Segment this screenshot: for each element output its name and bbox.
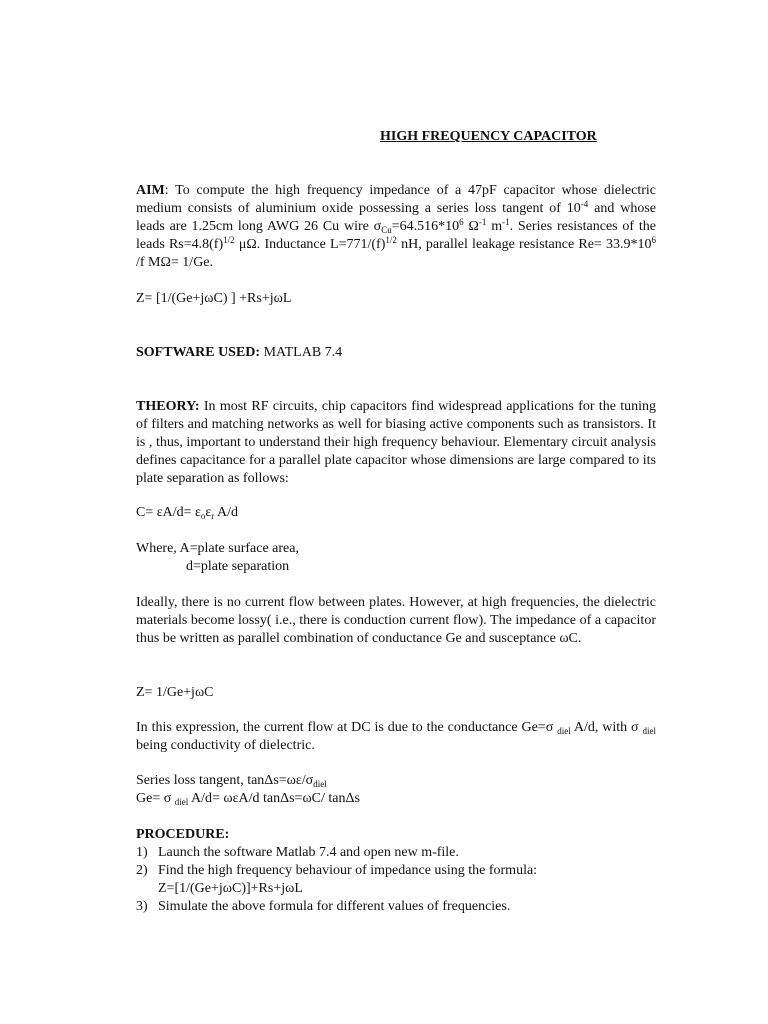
aim-paragraph: AIM: To compute the high frequency impedance of a 47pF capacitor whose dielectric medium consists of aluminium oxide possessing a series loss tangent of $10^{-4}$ and whose leads are 1.25cm long AWG 26 Cu wire $\sigma_{Cu}=64.516*10^6$ $\Omega^{-1}$ $m^{-1}$. Series resistances of the leads $Rs=4.8(f)^{1/2}$ μΩ. Inductance $L=771/(f)^{1/2}$ nH, parallel leakage resistance $Re= 33.9*10^6$ /f MΩ= 1/Ge. (136, 183, 657, 270)
procedure-list (136, 844, 656, 916)
procedure-step: 1) Launch the software Matlab 7.4 and open new m-file. (136, 845, 459, 860)
capacitance-formula: $C= \varepsilon A/d= \varepsilon_o\varepsilon_r$ A/d (136, 505, 239, 521)
procedure-section (136, 826, 656, 916)
theory-paragraph: THEORY: In most RF circuits, chip capacitors find widespread applications for the tuning of filters and matching networks as well for biasing active components such as transistors. It is , thus, important to understand their high frequency behaviour. Elementary circuit analysis defines capacitance for a parallel plate capacitor whose dimensions are large compared to its plate separation as follows: (136, 399, 656, 486)
procedure-step: 2) Find the high frequency behaviour of impedance using the formula: Z=[1/(Ge+jωC)]+Rs+jωL (136, 863, 538, 896)
software-value: MATLAB 7.4 (260, 345, 343, 360)
where-definitions: Where, A=plate surface area, d=plate separation (136, 541, 299, 574)
aim-label: AIM (136, 183, 165, 198)
theory-label: THEORY: (136, 399, 200, 414)
procedure-label: PROCEDURE: (136, 827, 230, 842)
impedance-formula: Z= [1/(Ge+jωC) ] +Rs+jωL (136, 291, 292, 306)
software-label: SOFTWARE USED: (136, 345, 261, 360)
conductance-line: Ge= σ $_{diel}$ A/d= ωεA/d tanΔs=ωC/ tanΔs (136, 791, 360, 807)
document-title: HIGH FREQUENCY CAPACITOR (380, 129, 597, 144)
software-line (136, 344, 656, 362)
procedure-step: 3) Simulate the above formula for different values of frequencies. (136, 899, 511, 914)
admittance-formula: Z= 1/Ge+jωC (136, 685, 214, 700)
ideal-paragraph: Ideally, there is no current flow between plates. However, at high frequencies, the dielectric materials become lossy( i.e., there is conduction current flow). The impedance of a capacitor thus be written as parallel combination of conductance Ge and susceptance ωC. (136, 595, 656, 646)
loss-tangent-line: Series loss tangent, $\tan\Delta s=\omega\varepsilon/\sigma_{diel}$ (136, 773, 327, 789)
loss-tangent-lines (136, 772, 656, 808)
expression-paragraph: In this expression, the current flow at DC is due to the conductance Ge=σ $_{diel}$ A/d, with σ $_{diel}$ being conductivity of dielectric. (136, 720, 656, 753)
